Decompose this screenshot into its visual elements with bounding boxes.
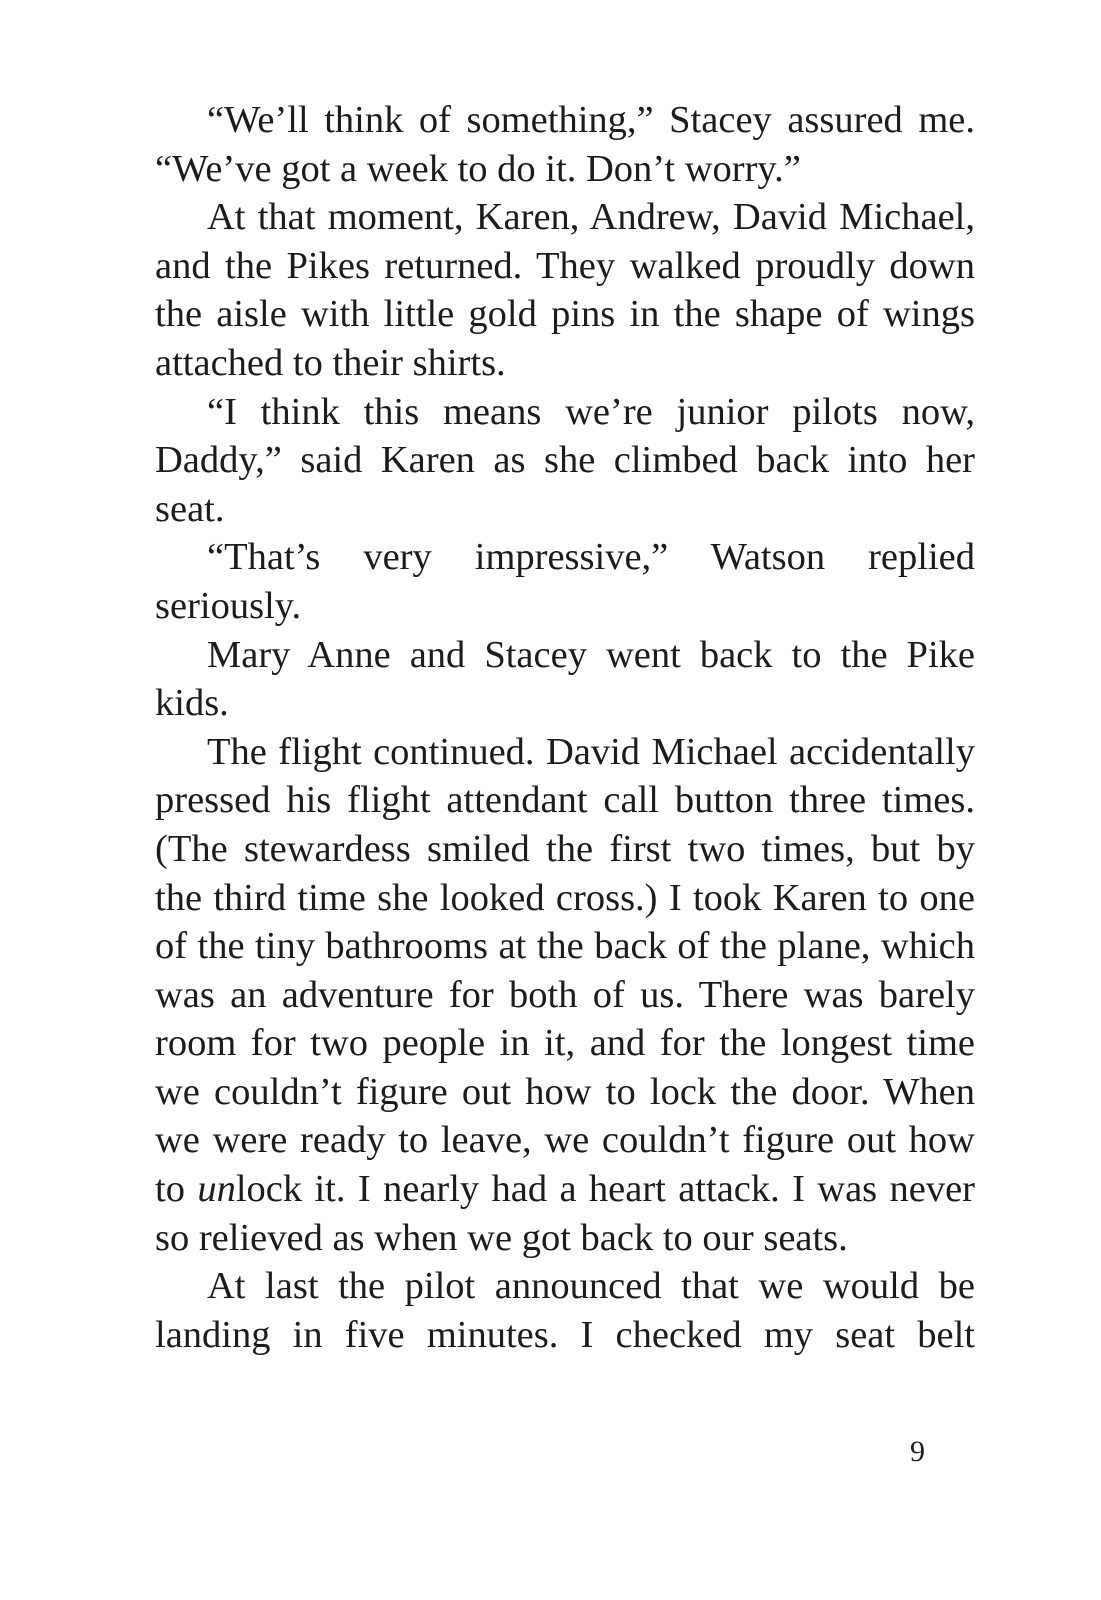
paragraph: At that moment, Karen, Andrew, David Michael, and the Pikes returned. They walked proudly down the aisle with little gold pins in the shape of wings attached to their shirts.: [155, 196, 975, 384]
paragraph: At last the pilot announced that we would be landing in five minutes. I checked my seat belt: [155, 1265, 975, 1356]
paragraph: Mary Anne and Stacey went back to the Pike kids.: [155, 633, 975, 725]
body-text: [155, 96, 975, 1359]
paragraph-text-after: lock it. I nearly had a heart attack. I was never so relieved as when we got back to our seats.: [155, 1168, 975, 1259]
paragraph: “I think this means we’re junior pilots now, Daddy,” said Karen as she climbed back into her seat.: [155, 390, 975, 530]
paragraph: [155, 728, 975, 1263]
paragraph-text-before: The flight continued. David Michael accidentally pressed his flight attendant call button three times. (The stewardess smiled the first two times, but by the third time she looked cross.) I took Karen to one of the tiny bathrooms at the back of the plane, which was an adventure for both of us. There was barely room for two people in it, and for the longest time we couldn’t figure out how to lock the door. When we were ready to leave, we couldn’t figure out how to: [155, 730, 975, 1211]
paragraph: “We’ll think of something,” Stacey assured me. “We’ve got a week to do it. Don’t worry.”: [155, 99, 975, 190]
emphasized-text: un: [197, 1168, 236, 1211]
paragraph: “That’s very impressive,” Watson replied seriously.: [155, 536, 975, 627]
page-number: 9: [910, 1435, 925, 1468]
